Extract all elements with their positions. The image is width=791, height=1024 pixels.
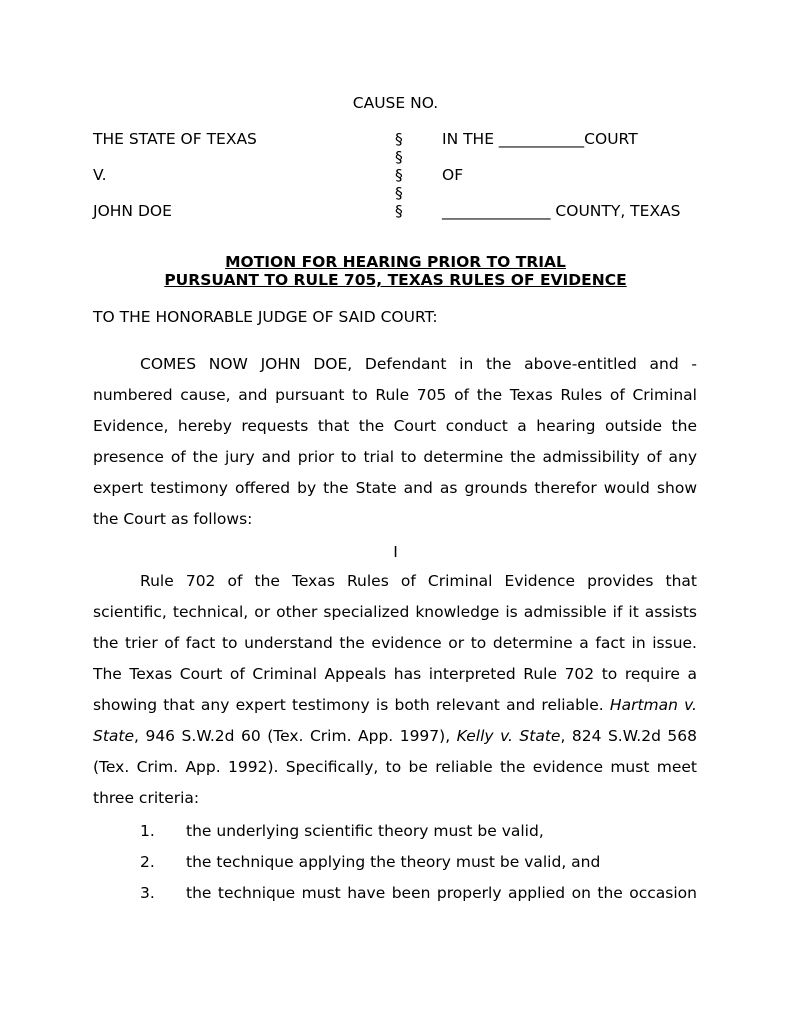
list-number: 3. — [140, 884, 155, 902]
paragraph-text: , 824 S.W.2d 568 (Tex. Crim. App. 1992). Specifically, to be reliable the evidence must meet three criteria: — [93, 727, 697, 807]
caption-county: ______________ COUNTY, TEXAS — [442, 202, 681, 220]
caption-versus: V. — [93, 166, 107, 184]
intro-paragraph: COMES NOW JOHN DOE, Defendant in the above-entitled and -numbered cause, and pursuant to Rule 705 of the Texas Rules of Criminal Evidence, hereby requests that the Court conduct a hearing outside the presence of the jury and prior to trial to determine the admissibility of any expert testimony offered by the State and as grounds therefor would show the Court as follows: — [93, 355, 697, 528]
salutation: TO THE HONORABLE JUDGE OF SAID COURT: — [93, 308, 438, 326]
list-number: 2. — [140, 853, 155, 871]
case-citation: Kelly v. State — [456, 727, 561, 745]
section-heading: I — [393, 543, 398, 561]
list-number: 1. — [140, 822, 155, 840]
cause-number: CAUSE NO. — [352, 94, 439, 112]
list-item: the technique must have been properly applied on the occasion — [186, 884, 697, 902]
paragraph-text: Rule 702 of the Texas Rules of Criminal Evidence provides that scientific, technical, or other specialized knowledge is admissible if it assists the trier of fact to understand the evidence or to determine a fact in issue. The Texas Court of Criminal Appeals has interpreted Rule 702 to require a showing that any expert testimony is both relevant and reliable. — [93, 572, 697, 714]
list-item: the technique applying the theory must be valid, and — [186, 853, 601, 871]
section-mark: § — [395, 148, 403, 166]
paragraph-text: , 946 S.W.2d 60 (Tex. Crim. App. 1997), — [134, 727, 457, 745]
motion-title-line2: PURSUANT TO RULE 705, TEXAS RULES OF EVIDENCE — [164, 271, 627, 289]
caption-party-state: THE STATE OF TEXAS — [93, 130, 257, 148]
caption-of: OF — [442, 166, 464, 184]
motion-title-line1: MOTION FOR HEARING PRIOR TO TRIAL — [225, 253, 566, 271]
case-citation: Hartman v. State — [93, 696, 697, 745]
caption-court: IN THE ___________COURT — [442, 130, 638, 148]
caption-party-defendant: JOHN DOE — [93, 202, 172, 220]
section-mark: § — [395, 130, 403, 148]
section-mark: § — [395, 184, 403, 202]
section-mark: § — [395, 202, 403, 220]
rule-702-paragraph — [93, 566, 697, 814]
list-item: the underlying scientific theory must be valid, — [186, 822, 544, 840]
section-mark: § — [395, 166, 403, 184]
